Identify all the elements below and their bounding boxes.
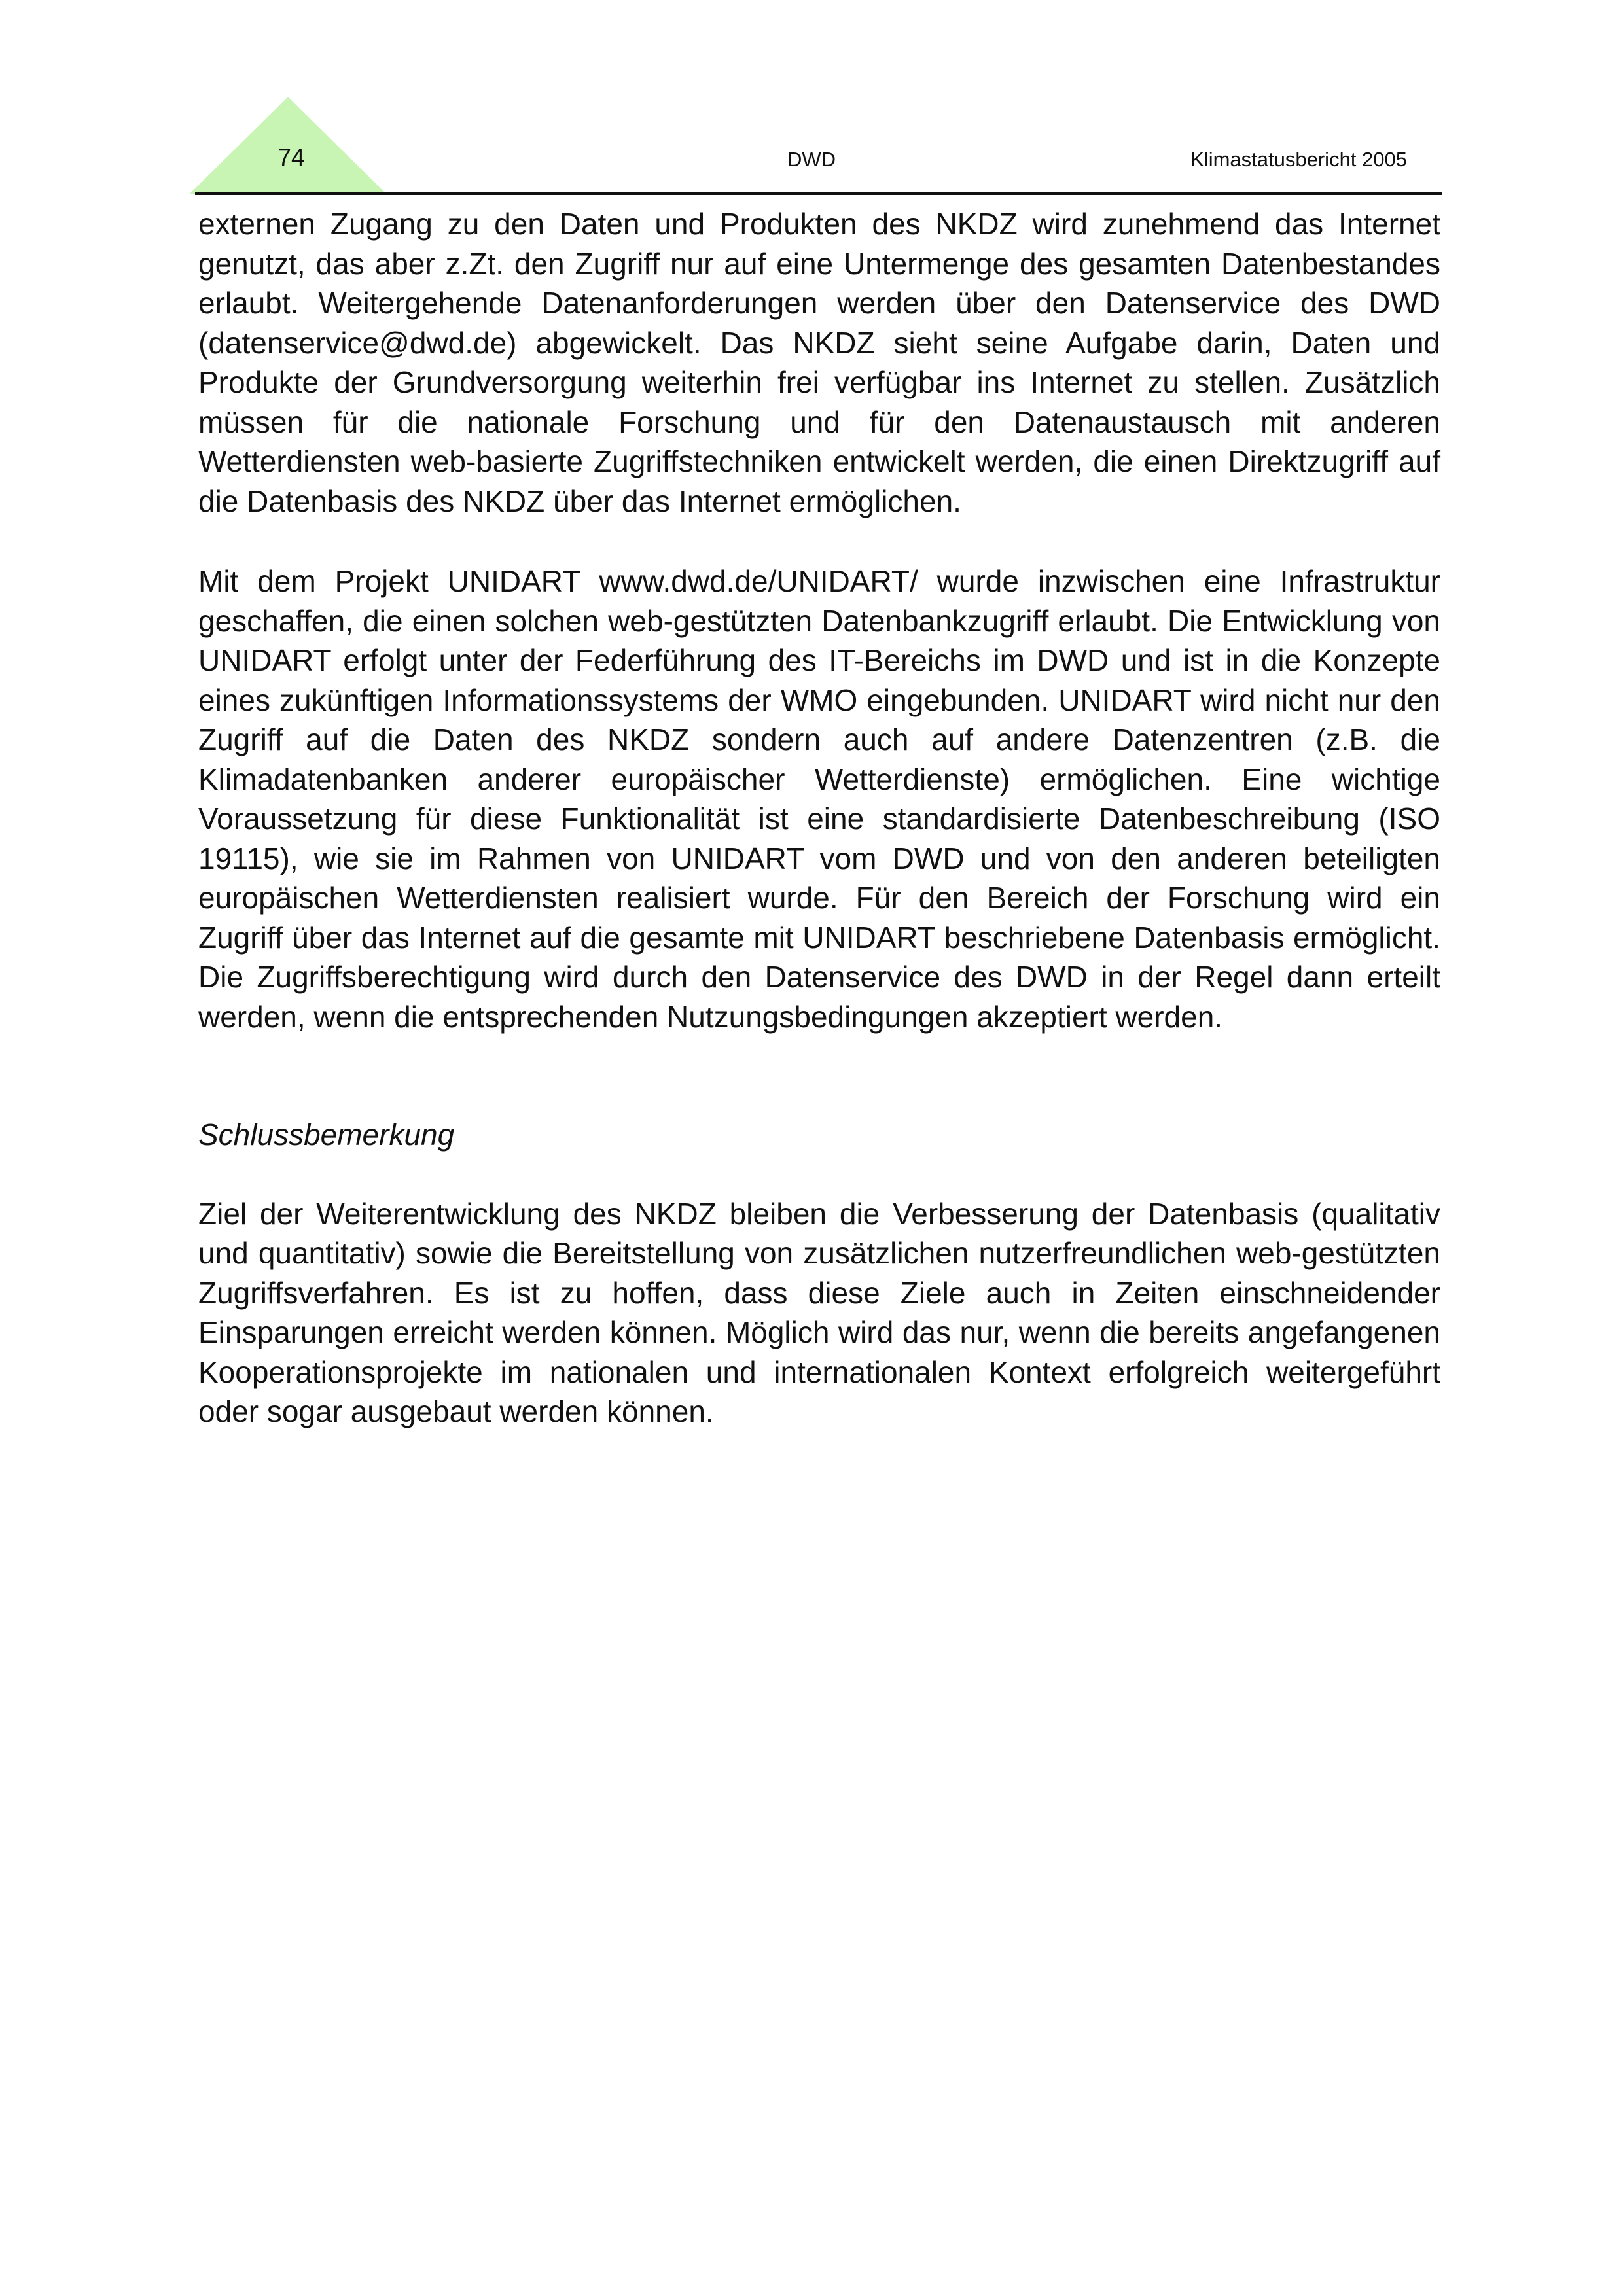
paragraph-2: Mit dem Projekt UNIDART www.dwd.de/UNIDART/ wurde inzwischen eine Infrastruktur geschaffen, die einen solchen web-gestützten Datenbankzugriff erlaubt. Die Entwicklung von UNIDART erfolgt unter der Federführung des IT-Bereichs im DWD und ist in die Konzepte eines zukünftigen Informationssystems der WMO eingebunden. UNIDART wird nicht nur den Zugriff auf die Daten des NKDZ sondern auch auf andere Datenzentren (z.B. die Klimadatenbanken anderer europäischer Wetterdienste) ermöglichen. Eine wichtige Voraussetzung für diese Funktionalität ist eine standardisierte Datenbeschreibung (ISO 19115), wie sie im Rahmen von UNIDART vom DWD und von den anderen beteiligten europäischen Wetterdiensten realisiert wurde. Für den Bereich der Forschung wird ein Zugriff über das Internet auf die gesamte mit UNIDART beschriebene Datenbasis ermöglicht. Die Zugriffsberechtigung wird durch den Datenservice des DWD in der Regel dann erteilt werden, wenn die entsprechenden Nutzungsbedingungen akzeptiert werden. [198,564,1440,1034]
header-report-title: Klimastatusbericht 2005 [1190,148,1407,171]
paragraph-3: Ziel der Weiterentwicklung des NKDZ bleiben die Verbesserung der Datenbasis (qualitativ und quantitativ) sowie die Bereitstellung von zusätzlichen nutzerfreundlichen web-gestützten Zugriffsverfahren. Es ist zu hoffen, dass diese Ziele auch in Zeiten einschneidender Einsparungen erreicht werden können. Möglich wird das nur, wenn die bereits angefangenen Kooperationsprojekte im nationalen und internationalen Kontext erfolgreich weitergeführt oder sogar ausgebaut werden können. [198,1196,1440,1428]
header-publisher: DWD [787,148,836,171]
header-divider [195,192,1442,195]
page-number: 74 [277,144,305,171]
section-heading: Schlussbemerkung [198,1118,455,1152]
paragraph-1: externen Zugang zu den Daten und Produkten des NKDZ wird zunehmend das Internet genutzt, das aber z.Zt. den Zugriff nur auf eine Untermenge des gesamten Datenbestandes erlaubt. Weitergehende Datenanforderungen werden über den Datenservice des DWD (datenservice@dwd.de) abgewickelt. Das NKDZ sieht seine Aufgabe darin, Daten und Produkte der Grundversorgung weiterhin frei verfügbar ins Internet zu stellen. Zusätzlich müssen für die nationale Forschung und für den Datenaustausch mit anderen Wetterdiensten web-basierte Zugriffstechniken entwickelt werden, die einen Direktzugriff auf die Datenbasis des NKDZ über das Internet ermöglichen. [198,207,1440,518]
page-content [198,204,1440,1432]
